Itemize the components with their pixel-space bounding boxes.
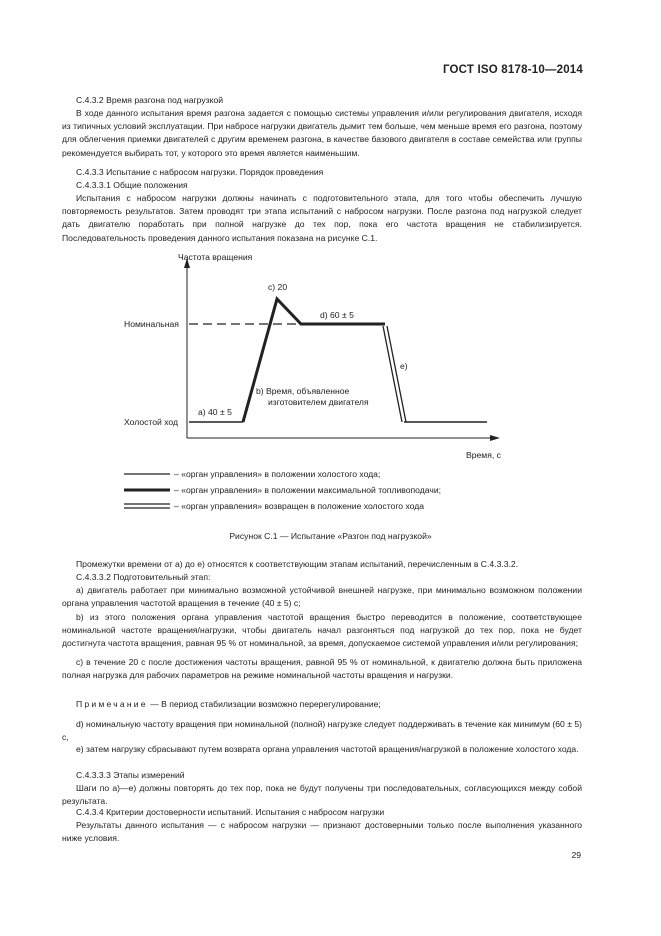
label-c: c) 20 xyxy=(268,282,288,292)
page-header: ГОСТ ISO 8178-10—2014 xyxy=(442,64,583,76)
list-item: a) двигатель работает при минимально возможной устойчивой внешней нагрузке, при минимально возможном положении органа управления частотой вращения в течение (40 ± 5) с; xyxy=(62,585,582,609)
label-b: изготовителем двигателя xyxy=(268,397,369,407)
note-text: — В период стабилизации возможно перерегулирование; xyxy=(150,699,381,709)
list-item: c) в течение 20 с после достижения частоты вращения, равной 95 % от номинальной, к двигателю должна быть приложена полная нагрузка для рабочих параметров на режиме номинальной частоты вращения и нагрузки. xyxy=(62,657,582,681)
figure-caption: Рисунок С.1 — Испытание «Разгон под нагрузкой» xyxy=(229,531,432,541)
list-item: d) номинальную частоту вращения при номинальной (полной) нагрузке следует поддерживать в течение как минимум (60 ± 5) с, xyxy=(62,719,582,743)
label-a: a) 40 ± 5 xyxy=(198,407,232,417)
section-heading: С.4.3.3.2 Подготовительный этап: xyxy=(76,572,211,582)
paragraph: В ходе данного испытания время разгона задается с помощью системы управления и/или регулирования двигателя, исходя из типичных условий эксплуатации. При набросе нагрузки двигатель дымит тем больше, чем меньше время его разгона, поэтому для облегчения приемки двигателей с другим временем разгона, в качестве базового двигателя в составе семейства или группы рекомендуется выбирать тот, у которого это время является наименьшим. xyxy=(62,108,582,158)
x-axis-arrow xyxy=(490,435,500,441)
paragraph: Шаги по а)—е) должны повторять до тех пор, пока не будут получены три последовательных, согласующихся между собой результата. xyxy=(62,783,582,807)
label-b: b) Время, объявленное xyxy=(256,386,350,396)
figure-c1 xyxy=(0,248,661,523)
page-number: 29 xyxy=(571,850,581,860)
x-axis-label: Время, с xyxy=(466,450,501,460)
section-heading: С.4.3.2 Время разгона под нагрузкой xyxy=(76,95,224,105)
label-d: d) 60 ± 5 xyxy=(320,310,354,320)
list-item: e) затем нагрузку сбрасывают путем возврата органа управления частотой вращения/нагрузкой в положение холостого хода. xyxy=(76,744,579,754)
paragraph: Испытания с набросом нагрузки должны начинать с подготовительного этапа, для того чтобы обеспечить лучшую повторяемость результатов. Затем проводят три этапа испытаний с набросом нагрузки. После разгона под нагрузкой следует дать двигателю поработать при полной нагрузке до тех пор, пока его частота вращения не стабилизируется. Последовательность проведения данного испытания показана на рисунке С.1. xyxy=(62,193,582,243)
section-heading: С.4.3.3 Испытание с набросом нагрузки. Порядок проведения xyxy=(76,167,324,177)
level-nominal-label: Номинальная xyxy=(124,319,179,329)
legend-item: – «орган управления» в положении максимальной топливоподачи; xyxy=(174,485,442,495)
section-heading: С.4.3.4 Критерии достоверности испытаний. Испытания с набросом нагрузки xyxy=(76,807,385,817)
level-idle-label: Холостой ход xyxy=(124,417,179,427)
paragraph: Промежутки времени от а) до е) относятся к соответствующим этапам испытаний, перечисленным в С.4.3.3.2. xyxy=(76,559,519,569)
note-label: Примечание xyxy=(76,699,148,709)
paragraph: Результаты данного испытания — с набросом нагрузки — признают достоверными только после выполнения указанного ниже условия. xyxy=(62,820,582,844)
list-item: b) из этого положения органа управления частотой вращения быстро переводится в положение, соответствующее номинальной частоте вращения/нагрузки, чтобы двигатель начал разгоняться под нагрузкой до тех пор, пока не будет достигнута частота вращения, равная 95 % от номинальной, за время, допускаемое системой управления и/или регулирования; xyxy=(62,612,582,649)
section-heading: С.4.3.3.3 Этапы измерений xyxy=(76,770,185,780)
legend-item: – «орган управления» в положении холостого хода; xyxy=(174,469,381,479)
legend-item: – «орган управления» возвращен в положение холостого хода xyxy=(174,501,425,511)
ramp-down-curve xyxy=(383,326,402,422)
section-heading: С.4.3.3.1 Общие положения xyxy=(76,180,188,190)
label-e: e) xyxy=(400,361,408,371)
y-axis-label: Частота вращения xyxy=(178,252,253,262)
note xyxy=(76,698,576,711)
ramp-down-curve xyxy=(387,326,406,422)
